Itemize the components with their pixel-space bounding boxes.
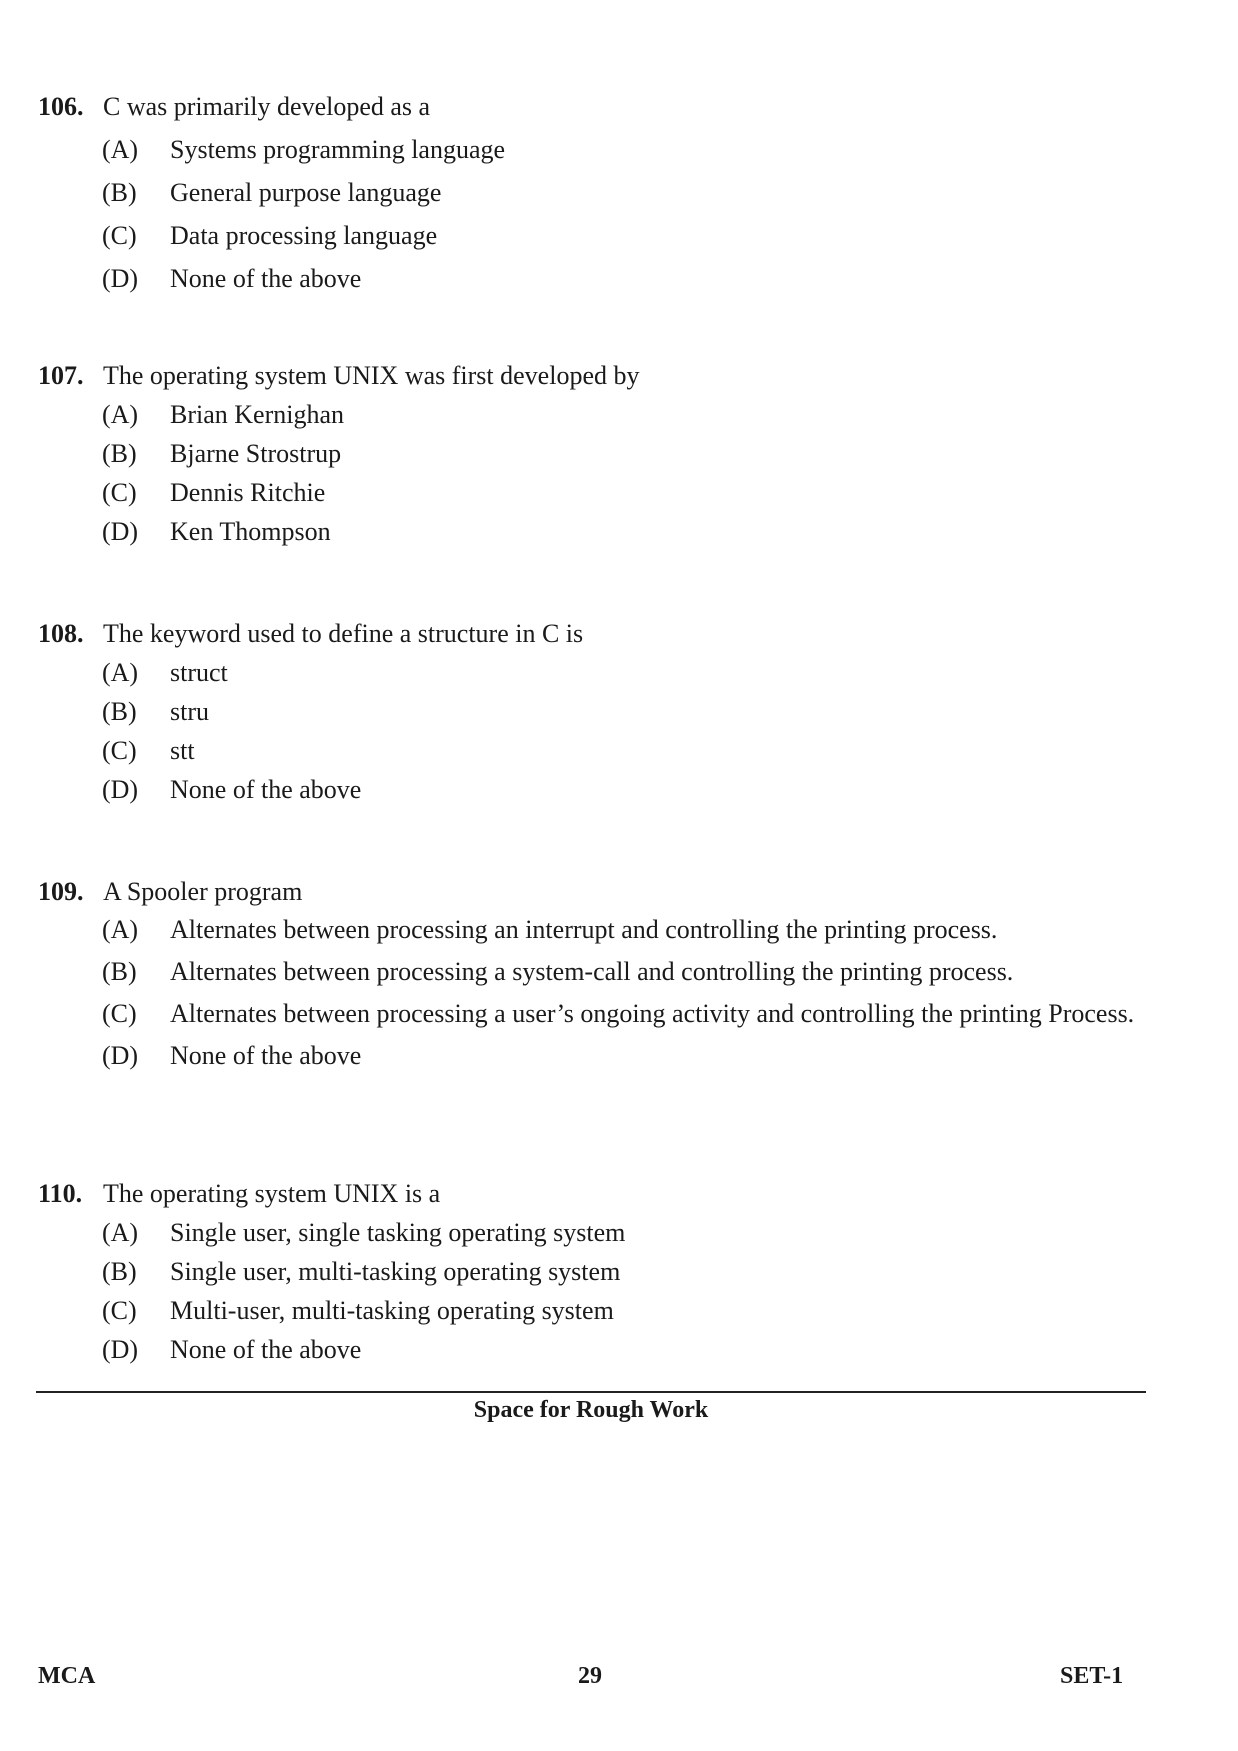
option-letter: (B) [102, 439, 137, 468]
footer-course: MCA [38, 1663, 96, 1689]
option-a [38, 133, 1148, 167]
option-text: Systems programming language [170, 135, 506, 164]
question-text: The operating system UNIX was first developed by [103, 361, 640, 390]
option-letter: (A) [102, 915, 139, 944]
rough-work-label: Space for Rough Work [473, 1397, 709, 1423]
option-c [38, 993, 1148, 1035]
question-number: 107. [38, 361, 84, 390]
question-108 [38, 617, 1148, 807]
question-107 [38, 359, 1148, 549]
option-c [38, 1294, 1148, 1328]
option-c [38, 219, 1148, 253]
option-text: None of the above [170, 1335, 362, 1364]
option-text: None of the above [170, 1041, 362, 1070]
option-d [38, 262, 1148, 296]
option-text: Multi-user, multi-tasking operating system [170, 1296, 614, 1325]
divider-rule [36, 1391, 1146, 1393]
option-text: Ken Thompson [170, 517, 331, 546]
question-text: A Spooler program [103, 877, 303, 906]
question-number: 106. [38, 92, 84, 121]
option-a [38, 398, 1148, 432]
option-letter: (A) [102, 658, 139, 687]
option-b [38, 695, 1148, 729]
option-letter: (C) [102, 1296, 137, 1325]
option-text: None of the above [170, 775, 362, 804]
option-text: stru [170, 697, 209, 726]
question-text: The operating system UNIX is a [103, 1179, 441, 1208]
option-letter: (A) [102, 400, 139, 429]
option-text: Single user, multi-tasking operating system [170, 1257, 621, 1286]
option-text: Brian Kernighan [170, 400, 345, 429]
option-letter: (B) [102, 957, 137, 986]
option-list [38, 398, 1148, 549]
option-b [38, 951, 1148, 993]
question-text: The keyword used to define a structure in C is [103, 619, 584, 648]
option-d [38, 773, 1148, 807]
question-110 [38, 1177, 1148, 1367]
page-number: 29 [578, 1663, 602, 1689]
option-text: Alternates between processing a system-call and controlling the printing process. [170, 957, 1014, 986]
option-d [38, 515, 1148, 549]
option-text: General purpose language [170, 178, 442, 207]
option-d [38, 1035, 1148, 1077]
option-letter: (C) [102, 478, 137, 507]
option-text: struct [170, 658, 228, 687]
option-a [38, 656, 1148, 690]
option-letter: (A) [102, 1218, 139, 1247]
option-list [38, 1216, 1148, 1367]
option-text: Alternates between processing an interrupt and controlling the printing process. [170, 915, 998, 944]
option-letter: (C) [102, 221, 137, 250]
question-number: 109. [38, 877, 84, 906]
option-letter: (A) [102, 135, 139, 164]
footer-set: SET-1 [1060, 1663, 1124, 1689]
option-letter: (B) [102, 1257, 137, 1286]
option-c [38, 476, 1148, 510]
option-letter: (C) [102, 736, 137, 765]
question-text: C was primarily developed as a [103, 92, 431, 121]
option-letter: (D) [102, 775, 139, 804]
option-d [38, 1333, 1148, 1367]
option-letter: (D) [102, 1335, 139, 1364]
option-a [38, 1216, 1148, 1250]
option-list [38, 133, 1148, 296]
option-b [38, 1255, 1148, 1289]
question-109 [38, 875, 1148, 1077]
option-text: Alternates between processing a user’s ongoing activity and controlling the printing Process. [170, 999, 1135, 1028]
option-letter: (B) [102, 178, 137, 207]
option-letter: (C) [102, 999, 137, 1028]
option-list [38, 909, 1148, 1077]
question-106 [38, 90, 1148, 296]
option-text: Single user, single tasking operating system [170, 1218, 626, 1247]
option-text: Dennis Ritchie [170, 478, 326, 507]
option-b [38, 176, 1148, 210]
question-number: 108. [38, 619, 84, 648]
option-text: stt [170, 736, 195, 765]
question-number: 110. [38, 1179, 83, 1208]
option-letter: (D) [102, 264, 139, 293]
option-letter: (B) [102, 697, 137, 726]
option-text: None of the above [170, 264, 362, 293]
option-text: Bjarne Strostrup [170, 439, 342, 468]
option-c [38, 734, 1148, 768]
option-b [38, 437, 1148, 471]
option-a [38, 909, 1148, 951]
option-list [38, 656, 1148, 807]
option-letter: (D) [102, 517, 139, 546]
option-letter: (D) [102, 1041, 139, 1070]
option-text: Data processing language [170, 221, 438, 250]
